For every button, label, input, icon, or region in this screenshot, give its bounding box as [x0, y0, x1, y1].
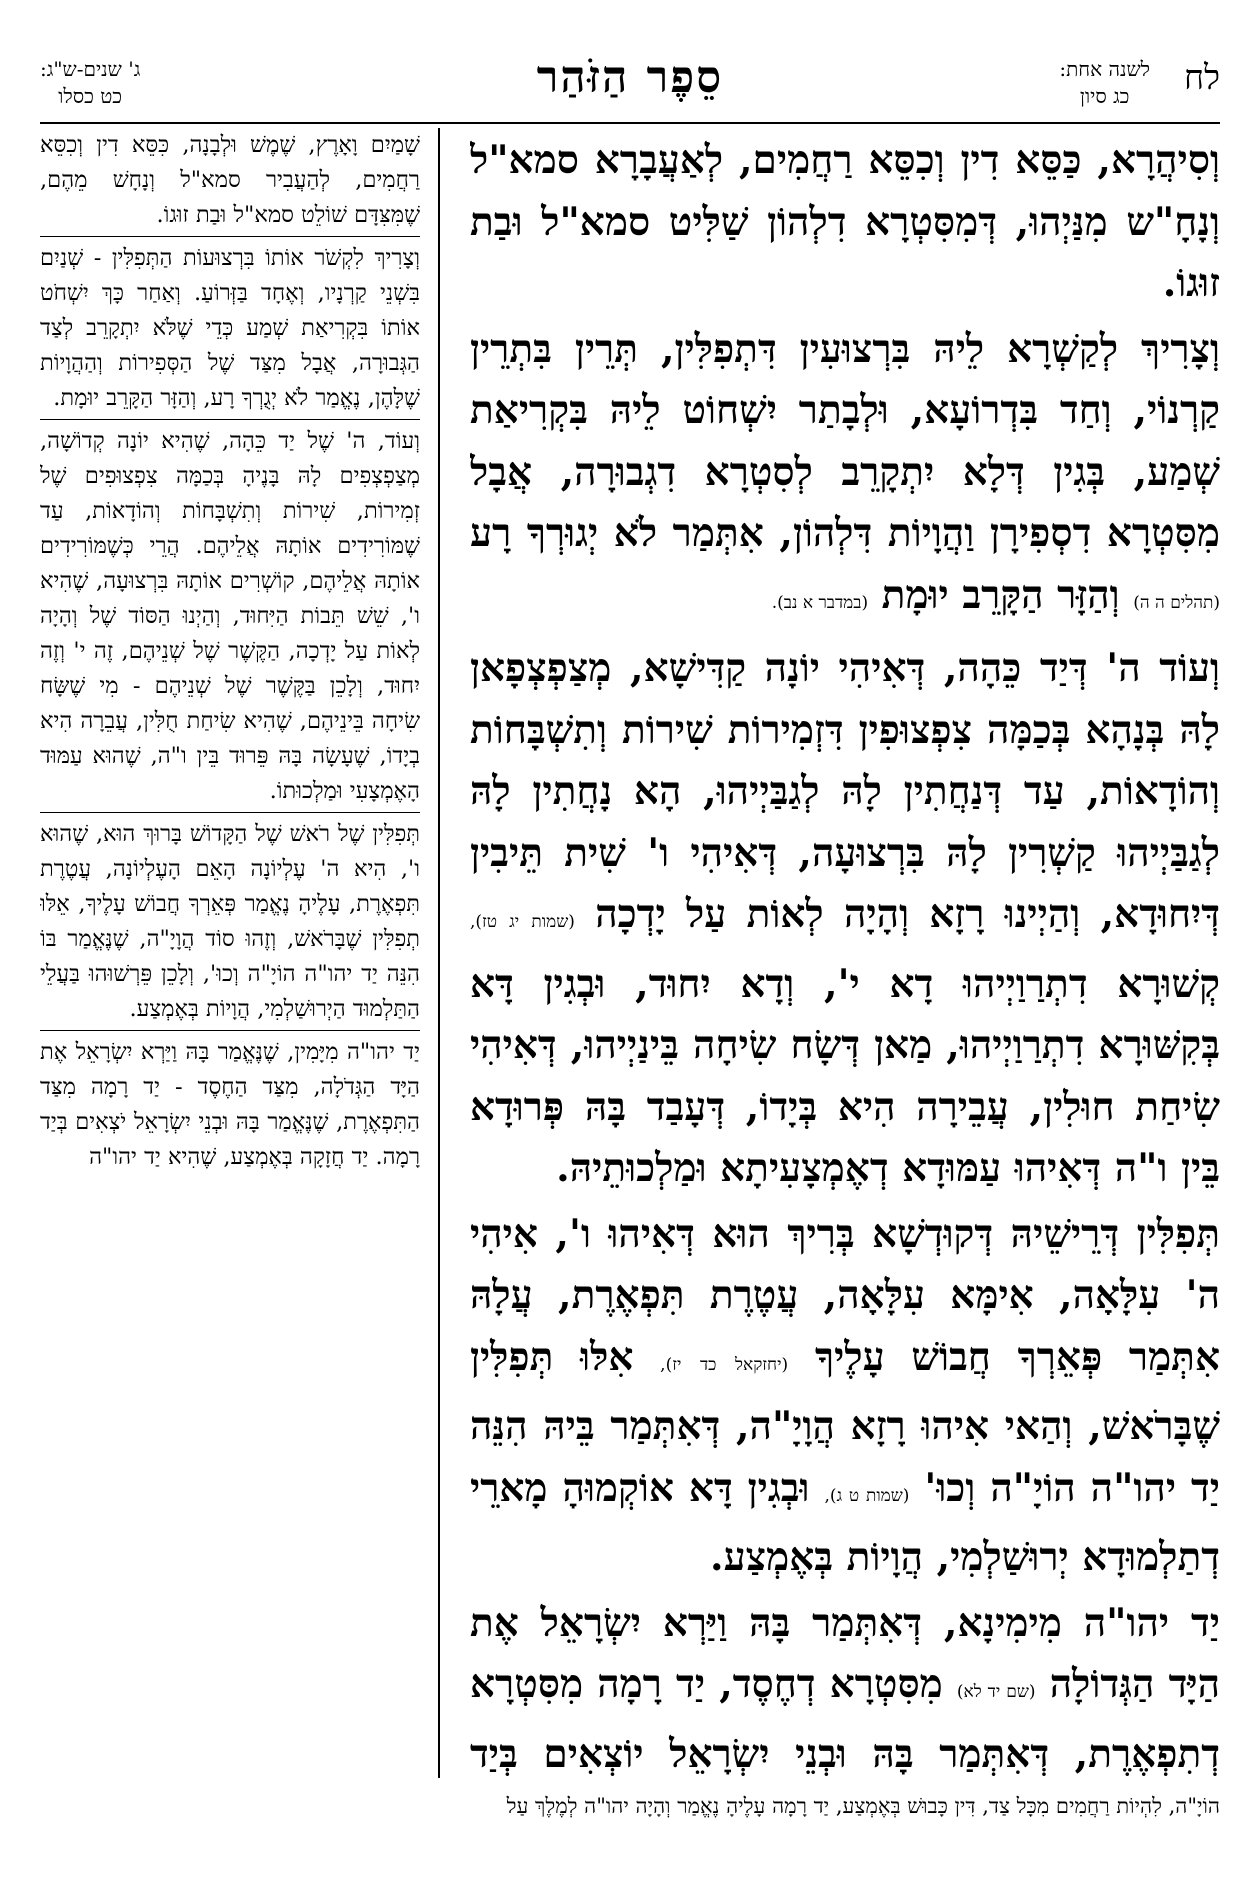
main-paragraph — [470, 319, 1220, 635]
main-text: וּבְגִין דָּא אוֹקְמוּהָ מָארֵי דְתַלְמוּדָא יְרוּשַׁלְמִי, הֲוָיוֹת בְּאֶמְצַע. — [470, 1464, 1220, 1580]
main-text: וְהַזָּר הַקָּרֵב יוּמָת — [881, 571, 1120, 618]
header-left-block — [40, 56, 140, 110]
main-text: קְשׁוּרָא דִתְרַוַיְיהוּ דָא י', וְדָא יִחוּד, וּבְגִין דָּא בְּקִשּׁוּרָא דִתְרַוַיְיהוּ, מַאן דְּשָׂח שִׂיחָה בֵּינַיְיהוּ, דְּאִיהִי שִׂיחַת חוּלִין, עֲבֵירָה הִיא בְּיָדוֹ, דְּעָבַד בָּהּ פְּרוּדָא בֵּין ו"ה דְּאִיהוּ עַמּוּדָא דְאֶמְצָעִיתָא וּמַלְכוּתֵיהּ. — [470, 960, 1220, 1191]
header-right-line1: לשנה אחת: — [1059, 57, 1150, 81]
main-text: וְצָרִיךְ לְקַשְׁרָא לֵיהּ בִּרְצוּעִין דִּתְפִלִּין, תְּרֵין בִּתְרֵין קַרְנוֹי, וְחַד בִּדְרוֹעָא, וּלְבָתַר יִשְׁחוֹט לֵיהּ בִּקְרִיאַת שְׁמַע, בְּגִין דְּלָא יִתְקָרֵב לְסִטְרָא דִגְבוּרָה, אֲבָל מִסִּטְרָא דִסְפִירָן וַהֲוָיוֹת דִּלְהוֹן, אִתְּמַר לֹא יְגוּרְךָ רָע — [470, 325, 1220, 556]
main-paragraph — [470, 130, 1220, 315]
verse-reference: (שמות יג טז), — [470, 912, 575, 932]
main-column — [470, 128, 1220, 1778]
translation-paragraph: וְצָרִיךְ לִקְשֹׁר אוֹתוֹ בִּרְצוּעוֹת הַתְּפִלִּין - שְׁנַיִם בִּשְׁנֵי קַרְנָיו, וְאֶחָד בַּזְּרוֹעַ. וְאַחַר כָּךְ יִשְׁחֹט אוֹתוֹ בִּקְרִיאַת שְׁמַע כְּדֵי שֶׁלֹּא יִתְקָרֵב לְצַד הַגְּבוּרָה, אֲבָל מִצַּד שֶׁל הַסְּפִירוֹת וְהַהֲוָיוֹת שֶׁלָּהֶן, נֶאֱמַר לֹא יְגֻרְךָ רָע, וְהַזָּר הַקָּרֵב יוּמָת. — [40, 241, 420, 420]
main-text: וְעוֹד ה' דְּיַד כֵּהָה, דְּאִיהִי יוֹנָה קַדִּישָׁא, מְצַפְצְפָאן לָהּ בְּנָהָא בְּכַמָּה צִפְצוּפִין דִּזְמִירוֹת שִׁירוֹת וְתִשְׁבָּחוֹת וְהוֹדָאוֹת, עַד דְּנַחֲתִין לָהּ לְגַבַּיְיהוּ, הָא נָחֲתִין לָהּ לְגַבַּיְיהוּ קַשְׁרִין לָהּ בִּרְצוּעָה, דְּאִיהִי ו' שִׁית תֵּיבִין דְּיִחוּדָא, וְהַיְינוּ רָזָא וְהָיָה לְאוֹת עַל יָדְכָה — [470, 645, 1220, 937]
translation-paragraph: שָׁמַיִם וָאָרֶץ, שֶׁמֶשׁ וּלְבָנָה, כִּסֵּא דִין וְכִסֵּא רַחֲמִים, לְהַעֲבִיר סמא"ל וְנָחָשׁ מֵהֶם, שֶׁמִּצִּדָּם שׁוֹלֵט סמא"ל וּבַת זוּגוֹ. — [40, 128, 420, 237]
translation-column — [40, 128, 420, 1778]
main-paragraph — [470, 638, 1220, 1200]
footer-line: הוֹיָ"ה, לִהְיוֹת רַחֲמִים מִכָּל צַד, דִּין כָּבוּשׁ בְּאֶמְצַע, יַד רָמָה עָלֶיהָ נֶאֱמַר וְהָיָה יהו"ה לְמֶלֶךְ עַל — [506, 1794, 1220, 1818]
main-paragraph — [470, 1204, 1220, 1589]
text-columns — [40, 128, 1220, 1778]
verse-reference: (במדבר א נב). — [771, 592, 869, 613]
header-right-line2: כג סיון — [1079, 84, 1130, 108]
header-left-line1: ג' שנים-ש"ג: — [40, 57, 141, 81]
main-text: וְסִיהֲרָא, כַּסֵּא דִין וְכִסֵּא רַחֲמִים, לְאַעֲבָרָא סמא"ל וְנָחָ"ש מִנַּיְהוּ, דְּמִסִּטְרָא דִלְהוֹן שַׁלִּיט סמא"ל וּבַת זוּגוֹ. — [470, 137, 1220, 306]
main-text: יַד יהו"ה מִימִינָא, דְּאִתְּמַר בָּהּ וַיַּרְא יִשְׂרָאֵל אֶת הַיָּד הַגְּדוֹלָה — [470, 1599, 1220, 1707]
page-title: סֵפֶר הַזֹּהַר — [536, 52, 724, 103]
verse-reference: (תהלים ה ה) — [1133, 592, 1220, 613]
column-divider — [438, 128, 440, 1778]
main-text: אִלּוּ תְּפִלִּין שֶׁבָּרֹאשׁ, וְהַאי אִיהוּ רָזָא הֲוָיָ"ה, דְּאִתְּמַר בֵּיהּ הִנֵּה יַד יהו"ה הוֹיָ"ה וְכוּ' — [470, 1333, 1220, 1511]
verse-reference: (שמות ט ג), — [824, 1485, 910, 1506]
page-header — [40, 52, 1220, 124]
header-left-line2: כט כסלו — [58, 84, 123, 108]
main-text: תְּפִלִּין דְּרֵישֵׁיהּ דְּקוּדְשָׁא בְּרִיךְ הוּא דְּאִיהוּ ו', אִיהִי ה' עִלָּאָה, אִימָּא עִלָּאָה, עֲטֶרֶת תִּפְאֶרֶת, עֲלָהּ אִתְּמַר פְּאֵרְךָ חֲבוֹשׁ עָלֶיךָ — [470, 1210, 1220, 1380]
main-text: מִסִּטְרָא דְחֶסֶד, יַד רָמָה מִסִּטְרָא דְתִפְאֶרֶת, דְּאִתְּמַר בָּהּ וּבְנֵי יִשְׂרָאֵל יוֹצְאִים בְּיַד — [470, 1661, 1220, 1777]
translation-paragraph: יַד יהו"ה מִיָּמִין, שֶׁנֶּאֱמַר בָּהּ וַיַּרְא יִשְׂרָאֵל אֶת הַיָּד הַגְּדֹלָה, מִצַּד הַחֶסֶד - יַד רָמָה מִצַּד הַתִּפְאֶרֶת, שֶׁנֶּאֱמַר בָּהּ וּבְנֵי יִשְׂרָאֵל יֹצְאִים בְּיַד רָמָה. יַד חֲזָקָה בְּאֶמְצַע, שֶׁהִיא יַד יהו"ה — [40, 1039, 420, 1170]
verse-reference: (שם יד לא) — [956, 1682, 1036, 1702]
page-number: לח — [1183, 58, 1220, 98]
translation-paragraph: וְעוֹד, ה' שֶׁל יַד כֵּהָה, שֶׁהִיא יוֹנָה קְדוֹשָׁה, מְצַפְצְפִים לָהּ בָּנֶיהָ בְּכַמָּה צִפְצוּפִים שֶׁל זְמִירוֹת, שִׁירוֹת וְתִשְׁבָּחוֹת וְהוֹדָאוֹת, עַד שֶׁמּוֹרִידִים אוֹתָהּ אֲלֵיהֶם. הֲרֵי כְּשֶׁמּוֹרִידִים אוֹתָהּ אֲלֵיהֶם, קוֹשְׁרִים אוֹתָהּ בִּרְצוּעָה, שֶׁהִיא ו', שֵׁשׁ תֵּבוֹת הַיִּחוּד, וְהַיְנוּ הַסּוֹד שֶׁל וְהָיָה לְאוֹת עַל יָדְכָה, הַקֶּשֶׁר שֶׁל שְׁנֵיהֶם, זֶה י' וְזֶה יִחוּד, וְלָכֵן בַּקֶּשֶׁר שֶׁל שְׁנֵיהֶם - מִי שֶׁשָּׂח שִׂיחָה בֵּינֵיהֶם, שֶׁהִיא שִׂיחַת חֻלִּין, עֲבֵרָה הִיא בְיָדוֹ, שֶׁעָשָׂה בָּהּ פֵּרוּד בֵּין ו"ה, שֶׁהוּא עַמּוּד הָאֶמְצָעִי וּמַלְכוּתוֹ. — [40, 424, 420, 813]
verse-reference: (יחזקאל כד יז), — [660, 1354, 789, 1375]
translation-paragraph: תְּפִלִּין שֶׁל רֹאשׁ שֶׁל הַקָּדוֹשׁ בָּרוּךְ הוּא, שֶׁהוּא ו', הִיא ה' עֶלְיוֹנָה הָאֵם הָעֶלְיוֹנָה, עֲטֶרֶת תִּפְאֶרֶת, עָלֶיהָ נֶאֱמַר פְּאֵרְךָ חֲבוֹשׁ עָלֶיךָ, אֵלּוּ תְפִלִּין שֶׁבָּרֹאשׁ, וְזֶהוּ סוֹד הֲוָיָ"ה, שֶׁנֶּאֱמַר בּוֹ הִנֵּה יַד יהו"ה הוֹיָ"ה וְכוּ', וְלָכֵן פֵּרְשׁוּהוּ בַּעֲלֵי הַתַּלְמוּד הַיְרוּשַׁלְמִי, הֲוָיוֹת בְּאֶמְצַע. — [40, 817, 420, 1031]
main-paragraph — [470, 1593, 1220, 1779]
